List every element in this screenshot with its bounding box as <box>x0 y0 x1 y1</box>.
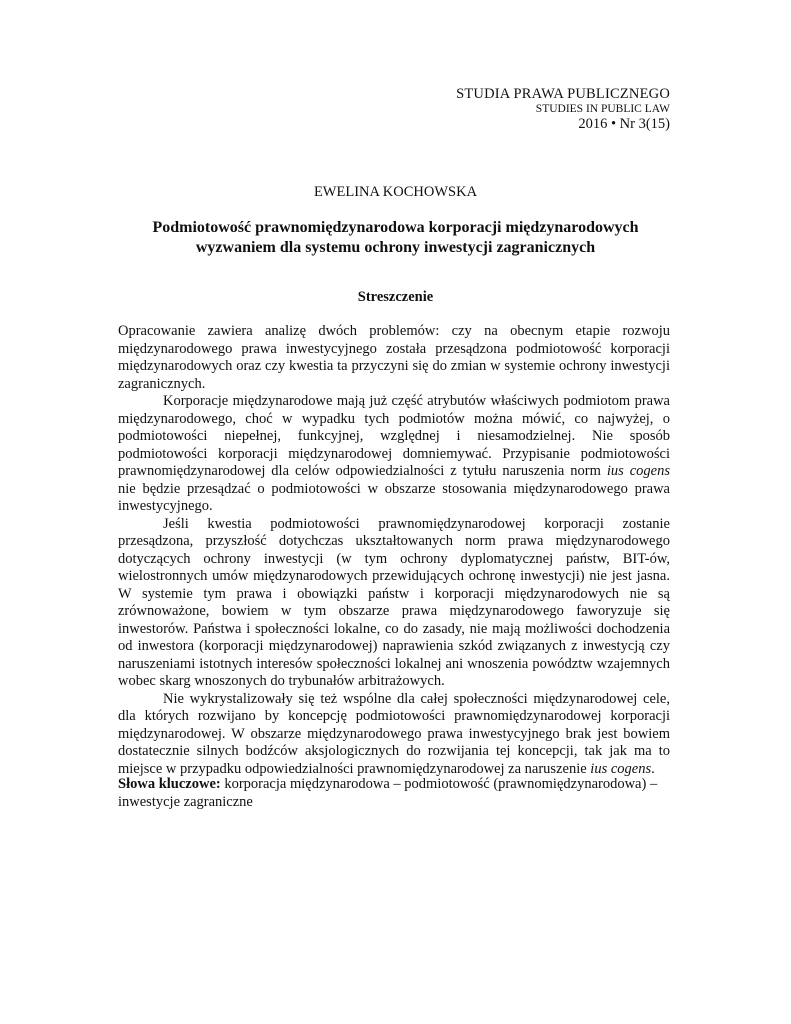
abstract-paragraph-1: Opracowanie zawiera analizę dwóch problemów: czy na obecnym etapie rozwoju międzynarodowego prawa inwestycyjnego została przesądzona podmiotowość korporacji międzynarodowych oraz czy kwestia ta przyczyni się do zmian w systemie ochrony inwestycji zagranicznych. <box>118 323 670 392</box>
journal-subtitle: STUDIES IN PUBLIC LAW <box>535 102 670 115</box>
paragraph-2-text-a: Korporacje międzynarodowe mają już część atrybutów właściwych podmiotom prawa międzynarodowego, choć w wypadku tych podmiotów można mówić, co najwyżej, o podmiotowości niepełnej, funkcyjnej, względnej i niesamodzielnej. Nie sposób podmiotowości korporacji międzynarodowej domniemywać. Przypisanie podmiotowości prawnomiędzynarodowej dla celów odpowiedzialności z tytułu naruszenia norm <box>118 393 670 479</box>
keywords-text: korporacja międzynarodowa – podmiotowość (prawnomiędzynarodowa) – inwestycje zagraniczne <box>118 776 658 810</box>
paragraph-2-italic: ius cogens <box>606 463 671 479</box>
paragraph-4-text-a: Nie wykrystalizowały się też wspólne dla całej społeczności międzynarodowej cele, dla których rozwijano by koncepcję podmiotowości prawnomiędzynarodowej korporacji międzynarodowej. W obszarze międzynarodowego prawa inwestycyjnego brak jest bowiem dostatecznie silnych bodźców aksjologicznych do rozwijania tej koncepcji, tak jak ma to miejsce w przypadku odpowiedzialności prawnomiędzynarodowej za naruszenie <box>118 690 670 777</box>
article-title <box>110 218 681 258</box>
abstract-paragraph-2 <box>118 393 670 516</box>
paragraph-2-text-b: nie będzie przesądzać o podmiotowości w obszarze stosowania międzynarodowego prawa inwestycyjnego. <box>118 480 670 514</box>
journal-header <box>456 86 670 133</box>
keywords-label: Słowa kluczowe: <box>118 776 221 792</box>
journal-issue: 2016 • Nr 3(15) <box>578 115 670 132</box>
author-name: EWELINA KOCHOWSKA <box>313 184 478 200</box>
article-title-line-2: wyzwaniem dla systemu ochrony inwestycji zagranicznych <box>195 239 596 256</box>
abstract-paragraph-3: Jeśli kwestia podmiotowości prawnomiędzynarodowej korporacji zostanie przesądzona, przyszłość dotychczas ukształtowanych norm prawa międzynarodowego dotyczących ochrony inwestycji (w tym ochrony dyplomatycznej państw, BIT-ów, wielostronnych umów międzynarodowych przewidujących ochronę inwestycji) nie jest jasna. W systemie tym prawa i obowiązki państw i korporacji międzynarodowych nie są zrównoważone, bowiem w tym obszarze prawa międzynarodowego faworyzuje się inwestorów. Państwa i społeczności lokalne, co do zasady, nie mają możliwości dochodzenia od inwestora (korporacji międzynarodowej) naprawienia szkód związanych z inwestycją czy naruszeniami istotnych interesów społeczności lokalnej ani wnoszenia powództw wzajemnych wobec skarg wnoszonych do trybunałów arbitrażowych. <box>118 515 670 689</box>
journal-title: STUDIA PRAWA PUBLICZNEGO <box>456 86 670 102</box>
keywords <box>118 776 678 811</box>
abstract-heading: Streszczenie <box>357 289 434 305</box>
abstract-body <box>118 323 670 778</box>
paragraph-4-text-b: . <box>651 760 655 777</box>
paragraph-4-italic: ius cogens <box>590 760 652 777</box>
article-title-line-1: Podmiotowość prawnomiędzynarodowa korporacji międzynarodowych <box>152 219 639 236</box>
abstract-paragraph-4 <box>118 691 670 779</box>
